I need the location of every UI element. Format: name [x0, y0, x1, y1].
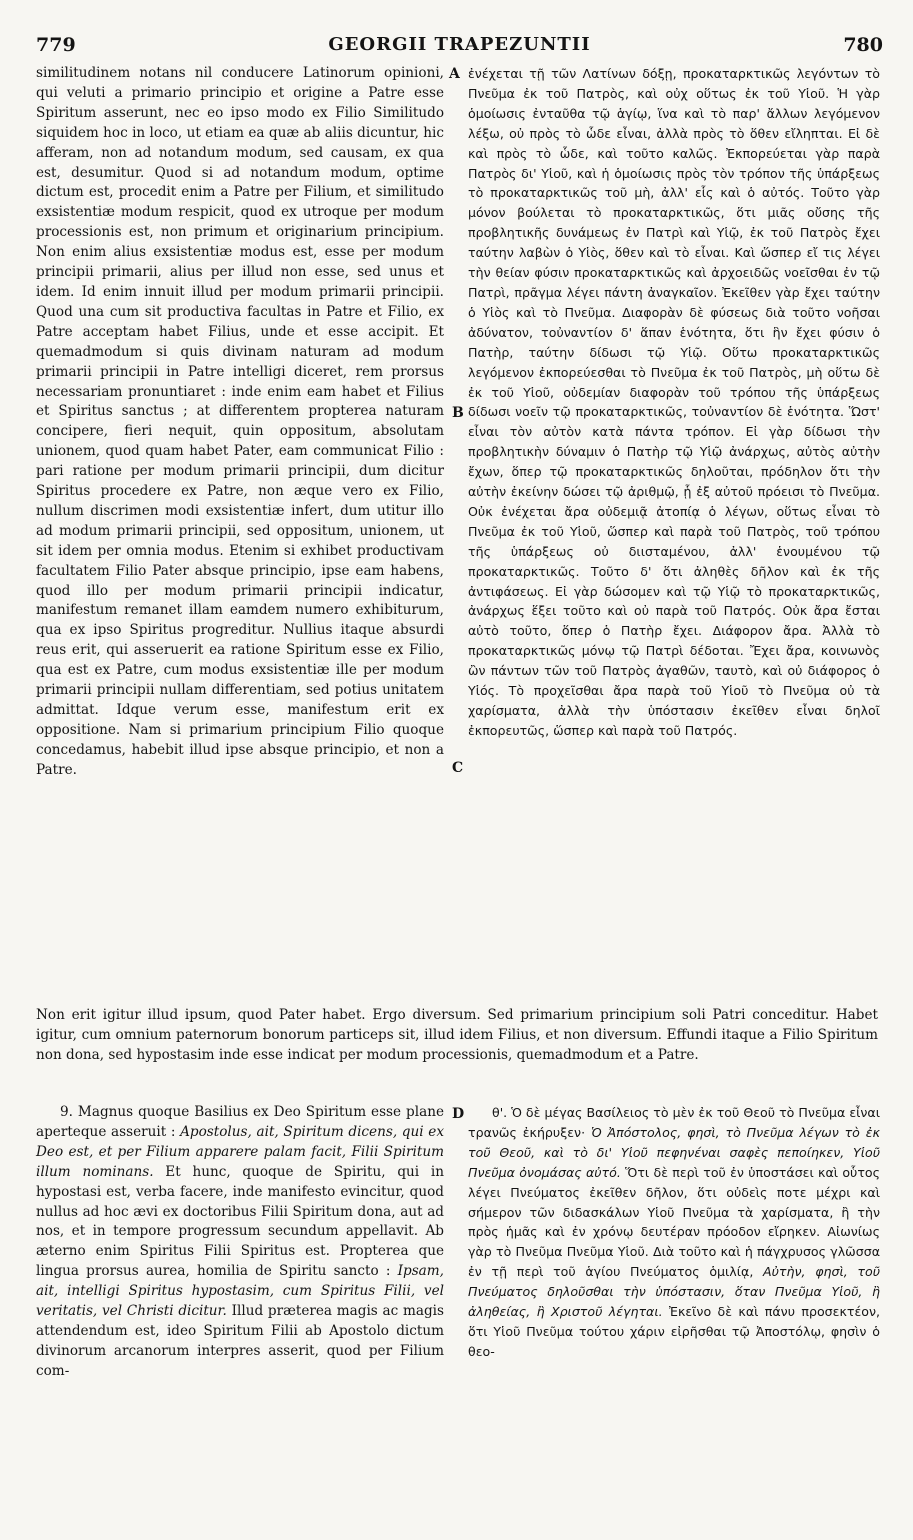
latin-continuation-text: Non erit igitur illud ipsum, quod Pater habet. Ergo diversum. Sed primarium principium soli Patri conceditur. Habet igitur, cum omnium paternorum bonorum particeps sit, illud idem Filius, et non diversum. Effundi itaque a Filio Spiritum non dona, sed hypostasim inde esse indicat per modum processionis, quemadmodum et a Patre. [36, 1007, 878, 1063]
greek-text: Ὅτι δὲ περὶ τοῦ ἐν ὑποστάσει καὶ οὗτος λέγει Πνεύματος ἐκεῖθεν δῆλον, ὅτι οὐδεὶς ποτε μέχρι καὶ σήμερον τῶν διδασκάλων Υἱοῦ Πνεῦμα τὰ χαρίσματα, ἢ τὴν πρὸς ἡμᾶς καὶ ἐν χρόνῳ δευτέραν πρόοδον εἴρηκεν. Αἰωνίως γὰρ τὸ Πνεῦμα Πνεῦμα Υἱοῦ. Διὰ τοῦτο καὶ ἡ πάγχρυσος γλῶσσα ἐν τῇ περὶ τοῦ ἁγίου Πνεύματος ὁμιλίᾳ, [468, 1164, 880, 1280]
greek-paragraph-1: ἐνέχεται τῇ τῶν Λατίνων δόξῃ, προκαταρκτικῶς λεγόντων τὸ Πνεῦμα ἐκ τοῦ Πατρὸς, καὶ οὐχ οὕτως ἐκ τοῦ Υἱοῦ. Ἡ γὰρ ὁμοίωσις ἐνταῦθα τῷ ἁγίῳ, ἵνα καὶ τὸ παρ' ἄλλων λεγόμενον λέξω, οὐ πρὸς τὸ ὧδε εἶναι, ἀλλὰ πρὸς τὸ ὅθεν εἴληπται. Εἰ δὲ καὶ πρὸς τὸ ὧδε, καὶ τοῦτο καλῶς. Ἐκπορεύεται γὰρ παρὰ Πατρὸς δι' Υἱοῦ, καὶ ἡ ὁμοίωσις πρὸς τὸν τρόπον τῆς ὑπάρξεως τὸ προκαταρκτικῶς τοῦ μὴ, ἀλλ' εἷς καὶ ὁ αὐτός. Τοῦτο γὰρ μόνον βούλεται τὸ προκαταρκτικῶς, ὅτι μιᾶς οὔσης τῆς προβλητικῆς δυνάμεως ἐν Πατρὶ καὶ Υἱῷ, ἐκ τοῦ Πατρὸς ἔχει ταύτην λαβὼν ὁ Υἱὸς, ὅθεν καὶ τὸ εἶναι. Καὶ ὥσπερ εἴ τις λέγει τὴν θείαν φύσιν προκαταρκτικῶς καὶ ἀρχοειδῶς νοεῖσθαι ἐν τῷ Πατρὶ, πρᾶγμα λέγει πάντη ἀναγκαῖον. Ἐκεῖθεν γὰρ ἔχει ταύτην ὁ Υἱὸς καὶ τὸ Πνεῦμα. Διαφορὰν δὲ φύσεως διὰ τοῦτο νοῆσαι ἀδύνατον, τοὐναντίον δ' ἅπαν ἑνότητα, ὅτι ἣν ἔχει φύσιν ὁ Πατὴρ, ταύτην δίδωσι τῷ Υἱῷ. Οὕτω προκαταρκτικῶς λεγόμενον ἐκπορεύεσθαι τὸ Πνεῦμα ἐκ τοῦ Πατρὸς, μὴ οὕτω δὲ ἐκ τοῦ Υἱοῦ, οὐδεμίαν διαφορὰν τοῦ τρόπου τῆς ὑπάρξεως δίδωσι νοεῖν τῷ προκαταρκτικῶς, τοὐναντίον δὲ ἑνότητα. Ὥστ' εἶναι τὸν αὐτὸν κατὰ πάντα τρόπον. Εἰ γὰρ δίδωσι τὴν προβλητικὴν δύναμιν ὁ Πατὴρ τῷ Υἱῷ ἀνάρχως, αὐτὸς αὐτὴν ἔχων, ὅπερ τῷ προκαταρκτικῶς δηλοῦται, πρόδηλον ὅτι τὴν αὐτὴν ἐκείνην δώσει τῷ ἀριθμῷ, ᾗ ἐξ αὐτοῦ πρόεισι τὸ Πνεῦμα. Οὐκ ἐνέχεται ἄρα οὐδεμιᾷ ἀτοπίᾳ ὁ λέγων, οὕτως εἶναι τὸ Πνεῦμα ἐκ τοῦ Υἱοῦ, ὥσπερ καὶ παρὰ τοῦ Πατρὸς, τοῦ τρόπου τῆς ὑπάρξεως οὐ διισταμένου, ἀλλ' ἑνουμένου τῷ προκαταρκτικῶς. Τοῦτο δ' ὅτι ἀληθὲς δῆλον καὶ ἐκ τῆς ἀντιφάσεως. Εἰ γὰρ δώσομεν καὶ τῷ Υἱῷ τὸ προκαταρκτικῶς, ἀνάρχως ἕξει τοῦτο καὶ οὐ παρὰ τοῦ Πατρός. Οὐκ ἄρα ἔσται αὐτὸ τοῦτο, ὅπερ ὁ Πατὴρ ἔχει. Διάφορον ἄρα. Ἀλλὰ τὸ προκαταρκτικῶς μόνῳ τῷ Πατρὶ δέδοται. Ἔχει ἄρα, κοινωνὸς ὢν πάντων τῶν τοῦ Πατρὸς ἀγαθῶν, ταυτὸ, καὶ οὐ διάφορος ὁ Υἱός. Τὸ προχεῖσθαι ἄρα παρὰ τοῦ Υἱοῦ τὸ Πνεῦμα οὐ τὰ χαρίσματα, ἀλλὰ τὴν ὑπόστασιν ἐκεῖθεν εἶναι δηλοῖ ἐκπορευτῶς, ὥσπερ καὶ παρὰ τοῦ Πατρός. [468, 66, 880, 738]
latin-text: 9. Magnus quoque Basilius ex Deo Spiritum esse plane aperteque asseruit : [36, 1104, 444, 1140]
greek-column-2 [468, 1103, 880, 1362]
latin-paragraph-1: similitudinem notans nil conducere Latinorum opinioni, qui veluti a primario principio et origine a Patre esse Spiritum asserunt, nec eo ipso modo ex Filio Similitudo siquidem hoc in loco, ut etiam ea quæ ab aliis dicuntur, hic afferam, non ad notandum modum, sed causam, ex qua est, desumitur. Quod si ad notandum modum, optime dictum est, procedit enim a Patre per Filium, et similitudo exsistentiæ modum respicit, quod ex utroque per modum processionis est, non primum et originarium principium. Non enim alius exsistentiæ modus est, esse per modum principii primarii, alius per illud non esse, sed unus et idem. Id enim innuit illud per modum primarii principii. Quod una cum sit productiva facultas in Patre et Filio, ex Patre acceptam habet Filius, unde et esse accipit. Et quemadmodum si quis divinam naturam ad modum primarii principii in Patre intelligi diceret, rem prorsus necessariam pronuntiaret : inde enim eam habet et Filius et Spiritus sanctus ; at differentem propterea naturam concipere, fieri nequit, quin oppositum, absolutam unionem, quod quam habet Pater, eam communicat Filio : pari ratione per modum primarii principii, dum dicitur Spiritus procedere ex Patre, non æque vero ex Filio, nullum discrimen modi exsistentiæ infert, dum utitur illo ad modum primarii principii, sed oppositum, unionem, ut sit idem per omnia modus. Etenim si exhibet productivam facultatem Filio Pater absque principio, ipse eam habens, quod illo per modum primarii principii indicatur, manifestum remanet illam eamdem numero exhibiturum, qua ex ipso Spiritus progreditur. Nullius itaque absurdi reus erit, qui asseruerit ea ratione Spiritum esse ex Filio, qua est ex Patre, cum modus exsistentiæ ille per modum primarii principii nullam differentiam, sed potius unitatem admittat. Idque verum esse, manifestum erit ex oppositione. Nam si primarium principium Filio quoque concedamus, habebit illud ipse absque principio, et non a Patre. [36, 65, 444, 778]
greek-quote-2: Αὐτὴν, φησὶ, τοῦ Πνεύματος δηλοῦσθαι τὴν ὑπόστασιν, ὅταν Πνεῦμα Υἱοῦ, ἢ ἀληθείας, ἢ Χριστοῦ λέγηται. [468, 1264, 880, 1320]
margin-letter-b: B [452, 405, 464, 421]
margin-letter-c: C [452, 760, 464, 776]
greek-text: θ'. Ὁ δὲ μέγας Βασίλειος τὸ μὲν ἐκ τοῦ Θεοῦ τὸ Πνεῦμα εἶναι τρανῶς ἐκήρυξεν· [468, 1105, 880, 1140]
latin-text: Et hunc, quoque de Spiritu, qui in hypostasi est, verba facere, inde manifesto evincitur, quod nullus ad hoc ævi ex doctoribus Filii Spiritum dona, aut ad nos, et in tempore progressum secundum appellavit. Ab æterno enim Spiritus Filii Spiritus est. Propterea que lingua prorsus aurea, homilia de Spiritu sancto : [36, 1163, 444, 1280]
latin-quote-2: Ipsam, ait, intelligi Spiritus hypostasim, cum Spiritus Filii, vel veritatis, vel Christi dicitur. [36, 1263, 444, 1320]
greek-text: Ἐκεῖνο δὲ καὶ πάνυ προσεκτέον, ὅτι Υἱοῦ Πνεῦμα τούτου χάριν εἰρῆσθαι τῷ Ἀποστόλῳ, φησὶν ὁ θεο- [468, 1304, 881, 1359]
running-title: GEORGII TRAPEZUNTII [328, 34, 591, 55]
latin-full-width-paragraph [36, 1005, 878, 1065]
greek-quote-1: Ὁ Ἀπόστολος, φησὶ, τὸ Πνεῦμα λέγων τὸ ἐκ τοῦ Θεοῦ, καὶ τὸ δι' Υἱοῦ πεφηνέναι σαφὲς πεποίηκεν, Υἱοῦ Πνεῦμα ὀνομάσας αὐτό. [468, 1124, 880, 1180]
latin-paragraph-9 [36, 1103, 444, 1382]
greek-paragraph-9 [468, 1103, 880, 1362]
latin-column-2 [36, 1103, 444, 1382]
latin-column-1 [36, 64, 444, 781]
page-number-left: 779 [36, 34, 76, 56]
page-header [36, 34, 883, 60]
margin-letter-d: D [452, 1106, 465, 1122]
margin-letter-a: A [449, 66, 460, 82]
page-number-right: 780 [843, 34, 883, 56]
greek-column-1 [468, 64, 880, 741]
latin-text: Illud præterea magis ac magis attendendum est, ideo Spiritum Filii ab Apostolo dictum divinorum arcanorum interpres asserit, quod per Filium com- [36, 1303, 444, 1379]
latin-quote-1: Apostolus, ait, Spiritum dicens, qui ex Deo est, et per Filium apparere palam facit, Filii Spiritum illum nominans. [36, 1123, 444, 1180]
